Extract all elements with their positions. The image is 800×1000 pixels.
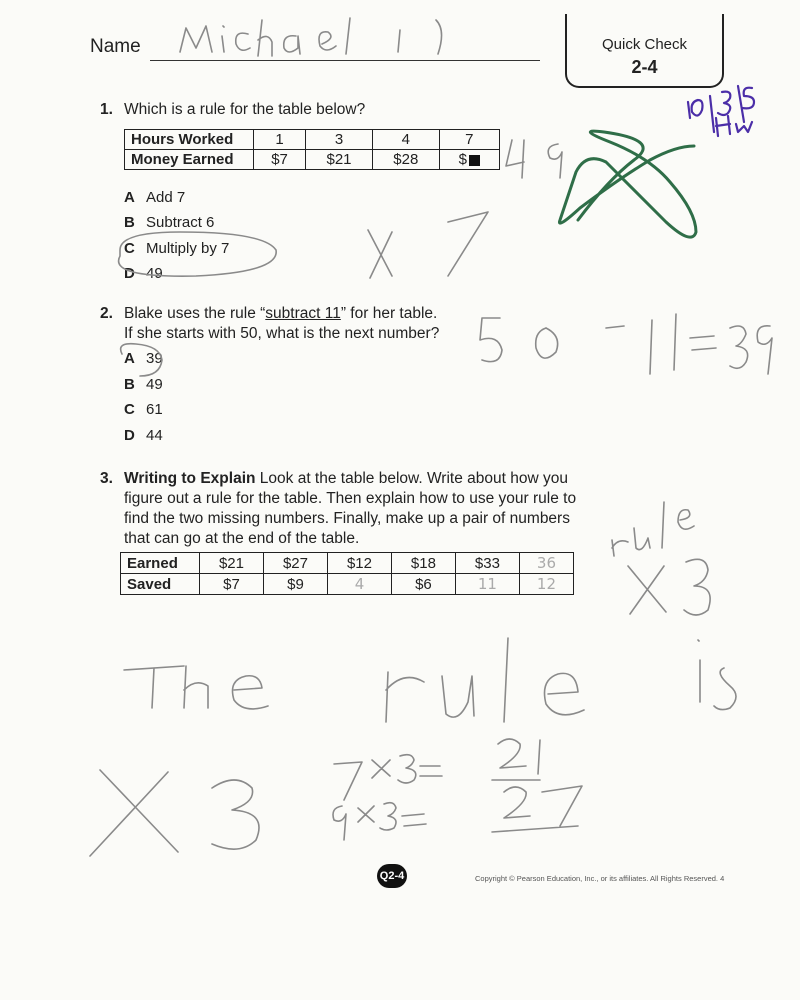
question-3-title: Writing to Explain — [124, 470, 256, 487]
handwritten-x3-large — [90, 770, 259, 856]
question-2-rule: subtract 11 — [265, 305, 341, 322]
table-cell: $27 — [263, 553, 327, 574]
choice-letter: A — [124, 189, 135, 206]
choice-text: Multiply by 7 — [146, 240, 230, 257]
copyright-text: Copyright © Pearson Education, Inc., or its affiliates. All Rights Reserved. 4 — [475, 874, 725, 883]
table-cell: $21 — [200, 553, 264, 574]
handwritten-calc — [333, 739, 582, 840]
choice-text: 49 — [146, 265, 163, 282]
choice-letter: B — [124, 376, 135, 393]
table-cell: $18 — [391, 553, 455, 574]
question-2-number: 2. — [100, 305, 113, 322]
question-3-text: Look at the table below. Write about how you figure out a rule for the table. Then explain how to use your rule to find the two missing numbers. Finally, make up a pair of numbers that can go at the end of the table. — [124, 470, 577, 547]
choice-letter: B — [124, 214, 135, 231]
handwritten-49 — [506, 140, 562, 178]
choice-circle — [121, 344, 162, 376]
table-cell: $33 — [455, 553, 519, 574]
choice-letter: D — [124, 265, 135, 282]
handwritten-sentence — [124, 638, 736, 722]
handwritten-rule — [612, 502, 694, 556]
table-cell: $7 — [254, 150, 306, 170]
missing-value-label: $ — [458, 151, 468, 168]
table-cell: $9 — [263, 574, 327, 595]
choice-circle — [119, 232, 277, 276]
table-cell: 3 — [306, 130, 373, 150]
question-2-text-after: ” for her table. — [340, 305, 438, 322]
handwritten-x3 — [628, 559, 710, 615]
choice-letter: C — [124, 401, 135, 418]
handwritten-cell: 12 — [519, 574, 573, 595]
table-cell: $12 — [327, 553, 391, 574]
choice-text: 44 — [146, 427, 163, 444]
table-row-label: Hours Worked — [125, 130, 254, 150]
handwritten-cell: 36 — [519, 553, 573, 574]
purple-pen-note — [688, 86, 754, 136]
choice-letter: A — [124, 350, 135, 367]
green-star-mark — [559, 131, 696, 237]
handwritten-cell: 11 — [455, 574, 519, 595]
table-row-label: Money Earned — [125, 150, 254, 170]
table-cell: $28 — [372, 150, 439, 170]
question-3-number: 3. — [100, 470, 113, 487]
choice-text: 49 — [146, 376, 163, 393]
choice-letter: D — [124, 427, 135, 444]
name-label: Name — [90, 36, 141, 57]
choice-text: Subtract 6 — [146, 214, 215, 231]
table-cell: $7 — [200, 574, 264, 595]
question-2-text-line2: If she starts with 50, what is the next number? — [124, 325, 440, 342]
table-cell: $21 — [306, 150, 373, 170]
choice-text: Add 7 — [146, 189, 186, 206]
hw-note — [716, 116, 752, 136]
question-1-number: 1. — [100, 101, 113, 118]
quick-check-number: 2-4 — [631, 57, 658, 77]
table-cell: 4 — [372, 130, 439, 150]
question-1-text: Which is a rule for the table below? — [124, 101, 366, 118]
choice-text: 39 — [146, 350, 163, 367]
choice-text: 61 — [146, 401, 163, 418]
handwritten-cell: 4 — [327, 574, 391, 595]
handwritten-equation — [480, 314, 772, 374]
table-cell: $6 — [391, 574, 455, 595]
table-row-label: Earned — [121, 553, 200, 574]
table-cell: 1 — [254, 130, 306, 150]
handwritten-x7 — [368, 212, 488, 278]
table-row-label: Saved — [121, 574, 200, 595]
pencil-handwriting — [90, 18, 772, 856]
choice-letter: C — [124, 240, 135, 257]
handwritten-name — [180, 18, 442, 56]
question-2-text-before: Blake uses the rule “ — [124, 305, 266, 322]
footer-badge: Q2-4 — [377, 864, 407, 888]
quick-check-title: Quick Check — [601, 36, 688, 53]
table-cell: 7 — [439, 130, 499, 150]
